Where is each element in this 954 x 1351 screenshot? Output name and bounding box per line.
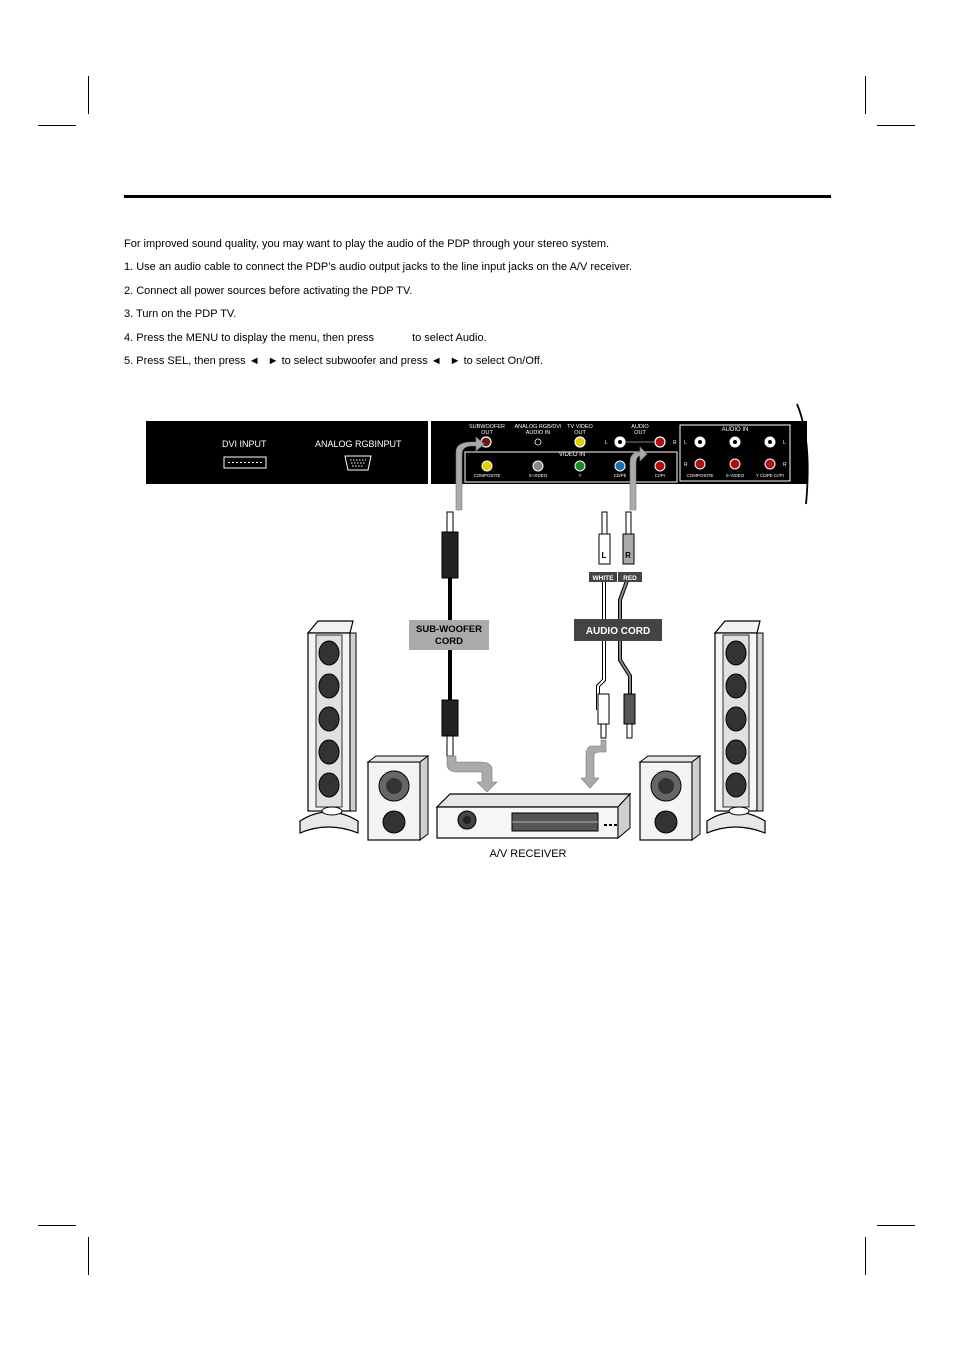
dvi-input-label: DVI INPUT xyxy=(222,439,267,449)
audio-out-label-2: OUT xyxy=(634,430,646,436)
tv-video-out-label: TV VIDEO xyxy=(567,424,593,430)
step-5-end: ► to select On/Off. xyxy=(449,354,543,367)
right-tower-speaker xyxy=(707,621,765,833)
step-4-end: to select Audio. xyxy=(412,331,487,344)
subwoofer-out-label: SUBWOOFER xyxy=(468,424,506,430)
dvi-rgb-panel xyxy=(146,421,428,484)
audio-out-right-jack xyxy=(655,437,665,447)
composite-label: COMPOSITE xyxy=(473,473,501,478)
step-4-start: 4. Press the MENU to display the menu, then press xyxy=(124,331,375,344)
audio-out-label: AUDIO xyxy=(631,424,649,430)
instructions xyxy=(124,236,844,376)
composite-jack xyxy=(482,461,492,471)
white-tag-label: WHITE xyxy=(592,575,614,582)
intro-text: For improved sound quality, you may want to play the audio of the PDP through your stereo system. xyxy=(124,238,610,250)
step-5-start: 5. Press SEL, then press ◄ xyxy=(124,354,260,367)
step-5 xyxy=(124,353,844,376)
audio-in-r-label: R xyxy=(684,462,688,468)
s-video-label: S-VIDEO xyxy=(528,473,548,478)
cb-pb-jack xyxy=(615,461,625,471)
red-tag-label: RED xyxy=(623,575,637,582)
crop-mark xyxy=(38,125,76,126)
cb-pb-label: Cb/Pb xyxy=(613,473,627,478)
cr-pr-jack xyxy=(655,461,665,471)
audio-out-r-label: R xyxy=(673,440,677,446)
left-bookshelf-speaker xyxy=(368,756,428,840)
audio-in-l-label: L xyxy=(684,440,687,446)
step-2: 2. Connect all power sources before activating the PDP TV. xyxy=(124,284,413,297)
audio-down-arrow xyxy=(581,740,606,788)
y-jack xyxy=(575,461,585,471)
audio-cord-label: AUDIO CORD xyxy=(585,626,651,637)
crop-mark xyxy=(865,76,866,114)
audio-in-r-label-2: R xyxy=(783,462,787,468)
plug-r-label: R xyxy=(625,551,631,560)
crop-mark xyxy=(88,76,89,114)
plug-l-label: L xyxy=(601,551,607,560)
crop-mark xyxy=(88,1237,89,1275)
left-tower-speaker xyxy=(300,621,358,833)
connection-diagram xyxy=(140,400,820,870)
audio-in-composite-label: COMPOSITE xyxy=(686,473,714,478)
cr-pr-label: Cr/Pr xyxy=(654,473,666,478)
y-label: Y xyxy=(578,473,582,478)
crop-mark xyxy=(877,1225,915,1226)
crop-mark xyxy=(865,1237,866,1275)
video-in-label: VIDEO IN xyxy=(558,452,586,458)
audio-in-component-label: Y Cb/Pb Cr/Pr xyxy=(755,473,785,478)
s-video-jack xyxy=(533,461,543,471)
subwoofer-cord-label-2: CORD xyxy=(435,636,463,647)
tv-video-out-jack xyxy=(575,437,585,447)
analog-audio-in-label: ANALOG RGB/DVI xyxy=(514,424,562,430)
audio-out-l-label: L xyxy=(605,440,608,446)
audio-in-l-label-2: L xyxy=(783,440,786,446)
subwoofer-down-arrow xyxy=(447,756,497,792)
step-5-mid: ► to select subwoofer and press ◄ xyxy=(267,354,442,367)
step-4 xyxy=(124,330,844,353)
av-receiver xyxy=(437,794,630,838)
audio-in-s-video-label: S-VIDEO xyxy=(725,473,745,478)
subwoofer-out-label-2: OUT xyxy=(481,430,493,436)
audio-in-label: AUDIO IN xyxy=(721,427,749,433)
crop-mark xyxy=(877,125,915,126)
right-bookshelf-speaker xyxy=(640,756,700,840)
step-1: 1. Use an audio cable to connect the PDP’s audio output jacks to the line input jacks on the A/V receiver. xyxy=(124,261,632,274)
crop-mark xyxy=(38,1225,76,1226)
header-rule xyxy=(124,195,831,198)
tv-video-out-label-2: OUT xyxy=(574,430,586,436)
analog-audio-in-label-2: AUDIO IN xyxy=(525,430,551,436)
av-receiver-label: A/V RECEIVER xyxy=(489,848,567,860)
analog-rgb-label: ANALOG RGBINPUT xyxy=(315,439,402,449)
subwoofer-cord-label: SUB-WOOFER xyxy=(416,624,482,635)
step-3: 3. Turn on the PDP TV. xyxy=(124,308,237,321)
